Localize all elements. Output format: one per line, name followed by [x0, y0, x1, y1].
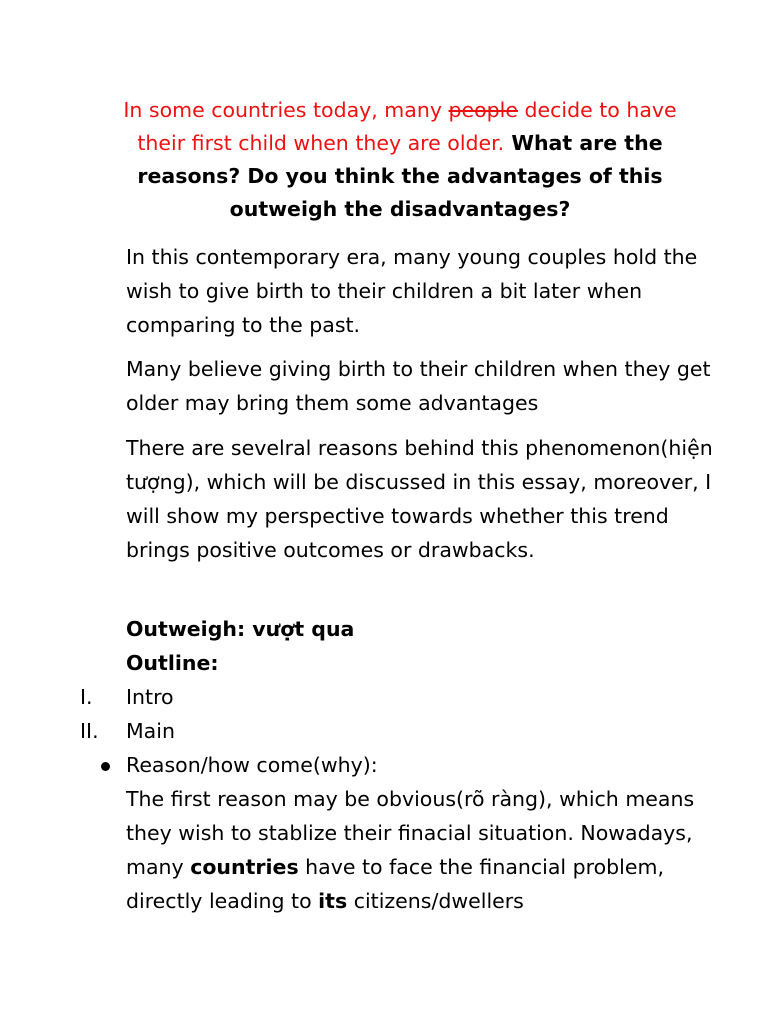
reason-text-3: citizens/dwellers — [347, 889, 524, 913]
outline-item-intro-label: Intro — [126, 685, 174, 709]
outline-heading: Outline: — [126, 651, 219, 675]
reason-text-1: The first reason may be obvious(rõ ràng), which means they wish to stablize their finacial situation. Nowadays, many — [126, 787, 695, 879]
question-red-text-1: In some countries today, many — [123, 98, 449, 122]
outline-item-main-label: Main — [126, 719, 175, 743]
question-struck-word: people — [448, 98, 518, 122]
roman-numeral-1: I. — [80, 685, 93, 709]
question-bold-text: What are the reasons? Do you think the advantages of this outweigh the disadvantages? — [137, 131, 663, 221]
paragraph-reasons: There are sevelral reasons behind this phenomenon(hiện tượng), which will be discussed in this essay, moreover, I will show my perspective towards whether this trend brings positive outcomes or drawbacks. — [126, 436, 713, 562]
reason-bold-its: its — [318, 889, 348, 913]
vocab-block — [126, 612, 716, 680]
question-red-text-2: decide to have their first child when they are older. — [137, 98, 677, 155]
bullet-dot-icon — [101, 762, 110, 771]
essay-question — [110, 94, 690, 226]
paragraph-intro: In this contemporary era, many young couples hold the wish to give birth to their children a bit later when comparing to the past. — [126, 245, 698, 337]
reason-bold-countries: countries — [190, 855, 299, 879]
paragraph-belief: Many believe giving birth to their children when they get older may bring them some advantages — [126, 357, 711, 415]
reason-paragraph — [126, 782, 726, 918]
roman-numeral-2: II. — [80, 719, 99, 743]
reason-text-2: have to face the financial problem, directly leading to — [126, 855, 664, 913]
outline-bullet-reason-label: Reason/how come(why): — [126, 753, 378, 777]
vocab-outweigh: Outweigh: vượt qua — [126, 617, 355, 641]
